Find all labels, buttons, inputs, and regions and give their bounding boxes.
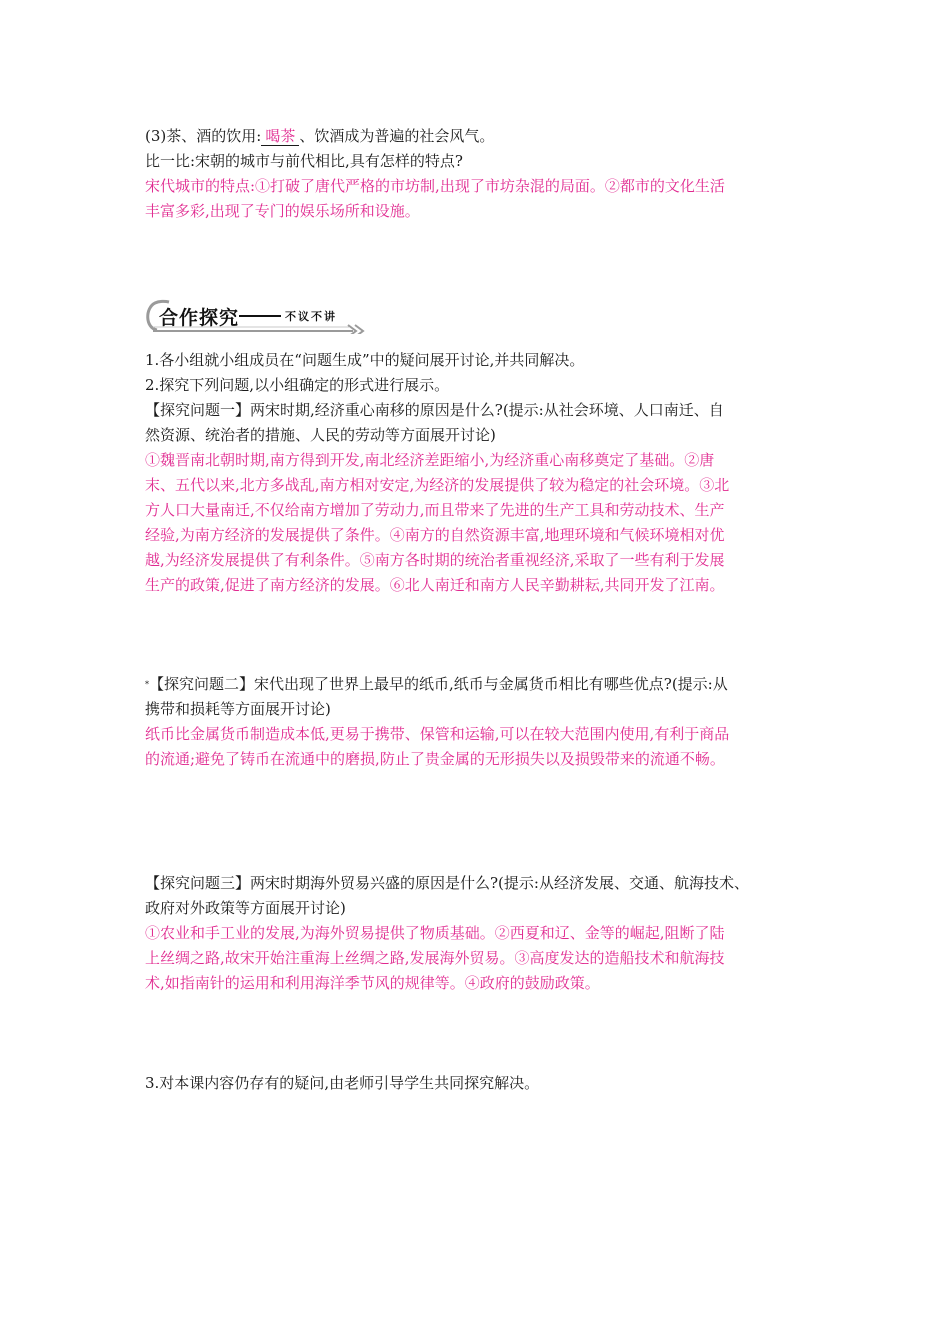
banner-dash	[239, 315, 281, 317]
question-2-text: 【探究问题二】宋代出现了世界上最早的纸币,纸币与金属货币相比有哪些优点?(提示:从	[149, 675, 728, 693]
question-2-line-2: 携带和损耗等方面展开讨论)	[145, 700, 331, 718]
tea-prefix: (3)茶、酒的饮用:	[145, 127, 262, 145]
answer-3-line-1: ①农业和手工业的发展,为海外贸易提供了物质基础。②西夏和辽、金等的崛起,阻断了陆	[145, 924, 725, 942]
answer-3-line-2: 上丝绸之路,故宋开始注重海上丝绸之路,发展海外贸易。③高度发达的造船技术和航海技	[145, 949, 725, 967]
question-2-mark: *	[145, 680, 149, 689]
tea-blank-answer: 喝茶	[261, 127, 299, 146]
compare-answer-line-1: 宋代城市的特点:①打破了唐代严格的市坊制,出现了市坊杂混的局面。②都市的文化生活	[145, 177, 725, 195]
answer-3-line-3: 术,如指南针的运用和利用海洋季节风的规律等。④政府的鼓励政策。	[145, 974, 600, 992]
question-3-line-2: 政府对外政策等方面展开讨论)	[145, 899, 346, 917]
item-3: 3.对本课内容仍存有的疑问,由老师引导学生共同探究解决。	[145, 1074, 540, 1092]
item-1: 1.各小组就小组成员在“问题生成”中的疑问展开讨论,并共同解决。	[145, 351, 585, 369]
tea-suffix: 、饮酒成为普遍的社会风气。	[299, 127, 495, 145]
banner-title: 合作探究	[159, 307, 240, 329]
answer-2-line-2: 的流通;避免了铸币在流通中的磨损,防止了贵金属的无形损失以及损毁带来的流通不畅。	[145, 750, 725, 768]
item-2: 2.探究下列问题,以小组确定的形式进行展示。	[145, 376, 450, 394]
answer-1-line-6: 生产的政策,促进了南方经济的发展。⑥北人南迁和南方人民辛勤耕耘,共同开发了江南。	[145, 576, 725, 594]
compare-question: 比一比:宋朝的城市与前代相比,具有怎样的特点?	[145, 152, 463, 170]
answer-1-line-4: 经验,为南方经济的发展提供了条件。④南方的自然资源丰富,地理环境和气候环境相对优	[145, 526, 725, 544]
answer-1-line-2: 末、五代以来,北方多战乱,南方相对安定,为经济的发展提供了较为稳定的社会环境。③北	[145, 476, 730, 494]
answer-1-line-1: ①魏晋南北朝时期,南方得到开发,南北经济差距缩小,为经济重心南移奠定了基础。②唐	[145, 451, 715, 469]
question-3-line-1: 【探究问题三】两宋时期海外贸易兴盛的原因是什么?(提示:从经济发展、交通、航海技术、	[145, 874, 749, 892]
answer-2-line-1: 纸币比金属货币制造成本低,更易于携带、保管和运输,可以在较大范围内使用,有利于商品	[145, 725, 730, 743]
answer-1-line-3: 方人口大量南迁,不仅给南方增加了劳动力,而且带来了先进的生产工具和劳动技术、生产	[145, 501, 725, 519]
section-banner	[143, 298, 373, 334]
question-1-line-1: 【探究问题一】两宋时期,经济重心南移的原因是什么?(提示:从社会环境、人口南迁、自	[145, 401, 724, 419]
compare-answer-line-2: 丰富多彩,出现了专门的娱乐场所和设施。	[145, 202, 420, 220]
question-2-line-1	[145, 672, 728, 697]
answer-1-line-5: 越,为经济发展提供了有利条件。⑤南方各时期的统治者重视经济,采取了一些有利于发展	[145, 551, 725, 569]
tea-line	[145, 124, 494, 149]
question-1-line-2: 然资源、统治者的措施、人民的劳动等方面展开讨论)	[145, 426, 496, 444]
banner-subtitle: 不议不讲	[285, 310, 337, 323]
